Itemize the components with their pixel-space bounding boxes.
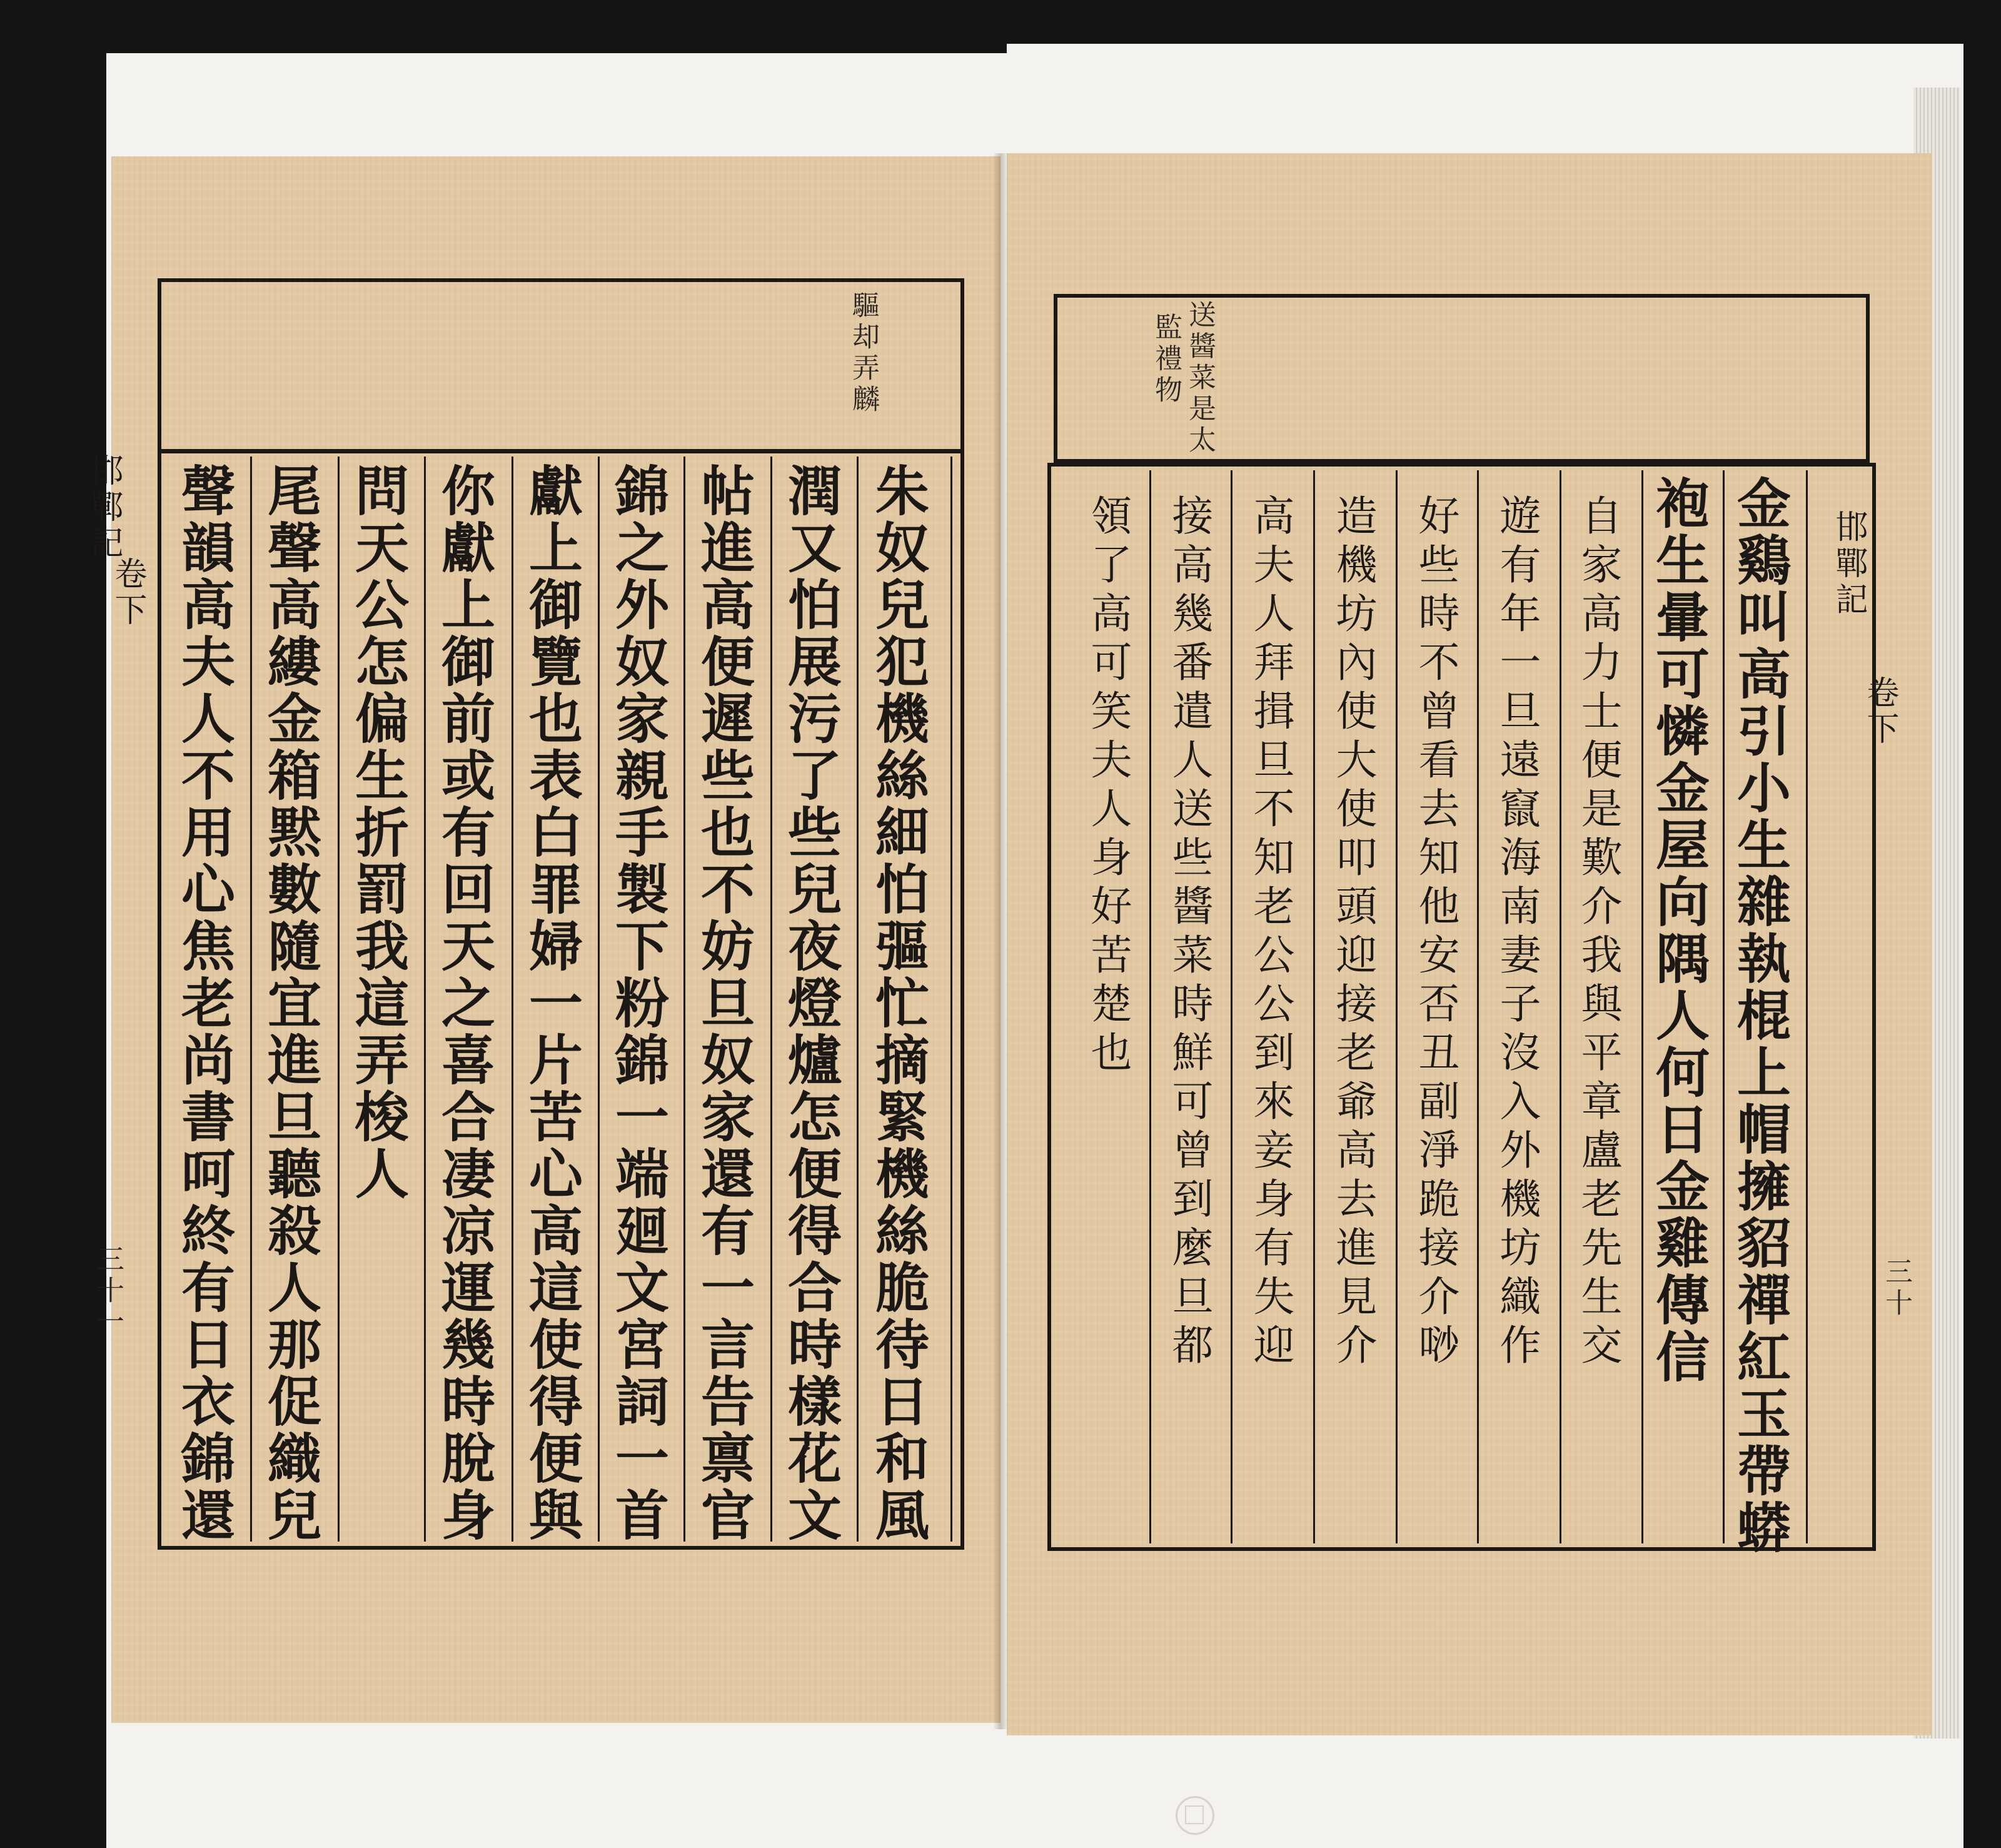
column-rule (1723, 470, 1725, 1543)
left-header-note: 驅却弄麟 (847, 291, 879, 416)
text-column: 你獻上御前或有回天之喜合凄凉運幾時脫身 (432, 463, 495, 1544)
column-rule (1477, 470, 1479, 1543)
right-header-note-1: 送醬菜是太 (1184, 300, 1216, 457)
left-edge-folio: 卷下 (109, 557, 146, 629)
text-column: 帖進高便遲些也不妨旦奴家還有一言告禀官 (692, 463, 755, 1544)
left-edge-rule (950, 457, 952, 1542)
text-column: 問天公怎偏生折罰我這弄梭人 (346, 463, 409, 1203)
text-column: 領了高可笑夫人身好苦楚也 (1084, 494, 1132, 1079)
column-rule (1396, 470, 1398, 1543)
column-rule (512, 457, 513, 1542)
text-column: 聲韻高夫人不用心焦老尚書呵終有日衣錦還 (172, 463, 235, 1544)
column-rule (598, 457, 600, 1542)
column-rule (1560, 470, 1561, 1543)
left-edge-title: 邯鄲記 (85, 453, 123, 562)
text-column: 遊有年一旦遠竄海南妻子沒入外機坊織作 (1493, 494, 1541, 1372)
text-column: 錦之外奴家親手製下粉錦一端廻文宮詞一首 (606, 463, 669, 1544)
text-column: 袍生暈可憐金屋向隅人何日金雞傳信 (1646, 475, 1710, 1386)
text-column: 朱奴兒犯機絲細怕彄忙摘緊機絲脆待日和風 (866, 463, 929, 1544)
column-rule (424, 457, 426, 1542)
column-rule (1313, 470, 1315, 1543)
right-edge-title: 邯鄲記 (1830, 510, 1867, 619)
text-column: 獻上御覽也表白罪婦一片苦心高這使得便與 (520, 463, 583, 1544)
text-column: 潤又怕展污了些兒夜燈爐怎便得合時樣花文 (779, 463, 842, 1544)
column-rule (250, 457, 252, 1542)
text-column: 好些時不曾看去知他安否丑副淨跪接介唦 (1411, 494, 1459, 1372)
book-gutter (993, 153, 1008, 1729)
column-rule (1231, 470, 1232, 1543)
column-rule (1149, 470, 1151, 1543)
column-rule (683, 457, 685, 1542)
text-column: 金鷄叫高引小生雜執棍上帽擁貂禪紅玉帶蟒 (1728, 475, 1791, 1557)
left-header-box (158, 278, 964, 453)
left-edge-page: 三十一 (92, 1245, 124, 1338)
column-rule (1641, 470, 1643, 1543)
right-edge-rule (1806, 470, 1808, 1543)
column-rule (338, 457, 340, 1542)
text-column: 自家高力士便是歎介我與平章盧老先生交 (1574, 494, 1622, 1372)
library-seal-icon (1176, 1796, 1214, 1835)
right-edge-page: 三十 (1880, 1257, 1912, 1320)
right-edge-folio: 卷下 (1861, 675, 1898, 748)
column-rule (770, 457, 772, 1542)
text-column: 尾聲高縷金箱黙數隨宜進旦聽殺人那促織兒 (258, 463, 321, 1544)
text-column: 造機坊內使大使叩頭迎接老爺高去進見介 (1329, 494, 1377, 1372)
column-rule (857, 457, 859, 1542)
right-header-note-2: 監禮物 (1150, 313, 1182, 406)
text-column: 接高幾番遣人送些醬菜時鮮可曾到麼旦都 (1165, 494, 1213, 1372)
text-column: 高夫人拜揖旦不知老公公到來妾身有失迎 (1246, 494, 1294, 1372)
